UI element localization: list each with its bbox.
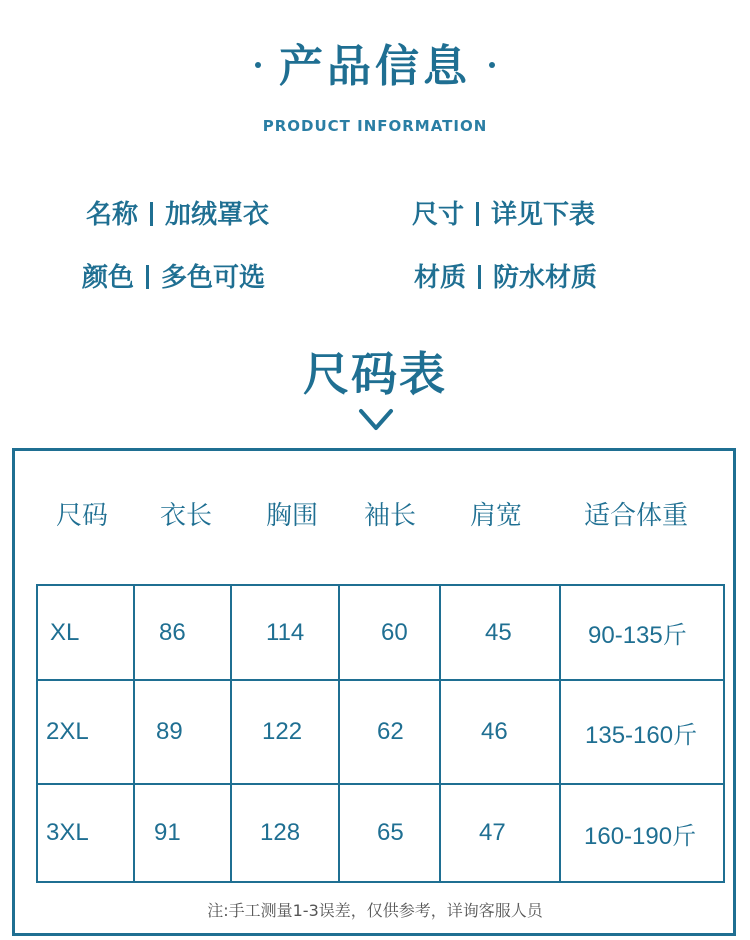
table-cell: 128 xyxy=(231,784,339,882)
column-header-weight: 适合体重 xyxy=(583,501,689,531)
table-cell: XL xyxy=(37,585,134,680)
table-cell: 3XL xyxy=(37,784,134,882)
table-row xyxy=(37,784,724,882)
info-label: 名称 xyxy=(86,200,139,230)
column-header-length: 衣长 xyxy=(159,501,213,531)
size-table xyxy=(36,584,725,883)
info-label: 颜色 xyxy=(82,263,135,293)
info-name xyxy=(86,194,269,231)
measurement-note: 注:手工测量1-3误差，仅供参考，详询客服人员 xyxy=(207,901,543,920)
table-cell: 2XL xyxy=(37,680,134,784)
info-size xyxy=(412,194,595,231)
info-color xyxy=(82,257,265,294)
info-label: 材质 xyxy=(414,263,467,293)
info-label: 尺寸 xyxy=(412,200,465,230)
chevron-down-icon xyxy=(358,408,394,432)
table-cell: 46 xyxy=(440,680,560,784)
table-cell: 89 xyxy=(134,680,231,784)
info-value: 防水材质 xyxy=(493,263,598,293)
title-dot-left xyxy=(255,62,261,68)
section-title xyxy=(0,30,750,94)
table-cell: 114 xyxy=(231,585,339,680)
table-cell: 91 xyxy=(134,784,231,882)
table-cell: 45 xyxy=(440,585,560,680)
column-header-sleeve: 袖长 xyxy=(363,501,417,531)
info-divider xyxy=(150,202,153,226)
table-cell: 86 xyxy=(134,585,231,680)
table-cell: 47 xyxy=(440,784,560,882)
info-value: 加绒罩衣 xyxy=(165,200,270,230)
info-value: 多色可选 xyxy=(161,263,266,293)
size-chart-title: 尺码表 xyxy=(303,347,447,401)
info-divider xyxy=(478,265,481,289)
title-text: 产品信息 xyxy=(279,41,471,92)
table-cell: 65 xyxy=(339,784,440,882)
info-divider xyxy=(146,265,149,289)
table-cell: 135-160斤 xyxy=(560,680,724,784)
table-cell: 90-135斤 xyxy=(560,585,724,680)
column-header-shoulder: 肩宽 xyxy=(469,501,523,531)
table-cell: 122 xyxy=(231,680,339,784)
section-subtitle: PRODUCT INFORMATION xyxy=(262,117,488,135)
column-header-size: 尺码 xyxy=(55,501,109,531)
info-value: 详见下表 xyxy=(491,200,596,230)
table-cell: 62 xyxy=(339,680,440,784)
table-cell: 60 xyxy=(339,585,440,680)
table-cell: 160-190斤 xyxy=(560,784,724,882)
title-dot-right xyxy=(489,62,495,68)
table-row xyxy=(37,585,724,680)
info-divider xyxy=(476,202,479,226)
column-header-chest: 胸围 xyxy=(265,501,319,531)
info-material xyxy=(414,257,597,294)
table-row xyxy=(37,680,724,784)
